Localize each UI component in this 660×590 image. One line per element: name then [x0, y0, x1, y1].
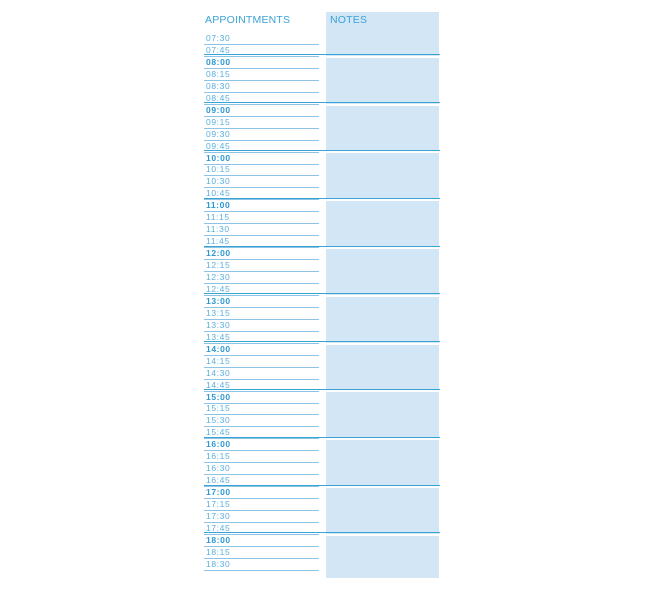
time-label: 10:45: [206, 188, 231, 199]
notes-block-gap: [326, 534, 439, 536]
time-label: 17:15: [206, 499, 231, 510]
time-label: 09:00: [206, 104, 231, 115]
time-label: 08:45: [206, 92, 231, 103]
time-label: 17:30: [206, 511, 231, 521]
time-label: 18:00: [206, 534, 231, 545]
time-label: 10:30: [206, 176, 231, 187]
notes-block-gap: [326, 56, 439, 58]
time-label: 07:45: [206, 44, 231, 55]
time-label: 16:45: [206, 475, 231, 486]
time-label: 13:00: [206, 295, 231, 306]
notes-block-gap: [326, 438, 439, 440]
time-label: 15:15: [206, 403, 231, 414]
notes-block-gap: [326, 390, 439, 392]
time-label: 11:00: [206, 200, 231, 211]
time-label: 13:45: [206, 331, 231, 342]
time-label: 09:30: [206, 128, 231, 139]
time-label: 14:15: [206, 355, 231, 366]
time-label: 08:30: [206, 80, 231, 91]
time-label: 12:45: [206, 283, 231, 294]
notes-block-gap: [326, 247, 439, 249]
time-label: 13:15: [206, 307, 231, 318]
notes-block-gap: [326, 151, 439, 153]
appointments-title: APPOINTMENTS: [205, 14, 291, 26]
time-label: 09:15: [206, 116, 231, 127]
planner-page: [204, 12, 440, 578]
notes-block-gap: [326, 199, 439, 201]
time-label: 18:15: [206, 546, 231, 557]
notes-title: NOTES: [330, 14, 368, 26]
time-label: 11:30: [206, 224, 230, 235]
time-label: 10:00: [206, 152, 231, 163]
time-label: 11:45: [206, 236, 230, 247]
notes-block-gap: [326, 104, 439, 106]
time-label: 16:00: [206, 439, 231, 450]
time-label: 17:00: [206, 487, 231, 498]
time-label: 09:45: [206, 140, 231, 151]
time-label: 16:15: [206, 451, 231, 462]
time-label: 14:45: [206, 379, 231, 390]
time-label: 12:30: [206, 272, 231, 282]
time-slot[interactable]: [204, 558, 319, 571]
time-label: 15:45: [206, 427, 231, 438]
time-label: 14:30: [206, 367, 231, 378]
notes-block-gap: [326, 295, 439, 297]
time-label: 10:15: [206, 164, 231, 175]
time-label: 18:30: [206, 558, 231, 569]
time-label: 15:30: [206, 415, 231, 426]
time-label: 08:15: [206, 68, 231, 79]
time-label: 13:30: [206, 319, 231, 330]
time-label: 15:00: [206, 391, 231, 402]
time-label: 12:15: [206, 260, 231, 271]
time-label: 12:00: [206, 248, 231, 259]
time-label: 11:15: [206, 212, 230, 223]
time-label: 16:30: [206, 463, 231, 474]
notes-block-gap: [326, 343, 439, 345]
time-label: 07:30: [206, 33, 231, 43]
time-label: 14:00: [206, 343, 231, 354]
time-label: 17:45: [206, 522, 231, 533]
notes-block-gap: [326, 486, 439, 488]
time-label: 08:00: [206, 56, 231, 67]
